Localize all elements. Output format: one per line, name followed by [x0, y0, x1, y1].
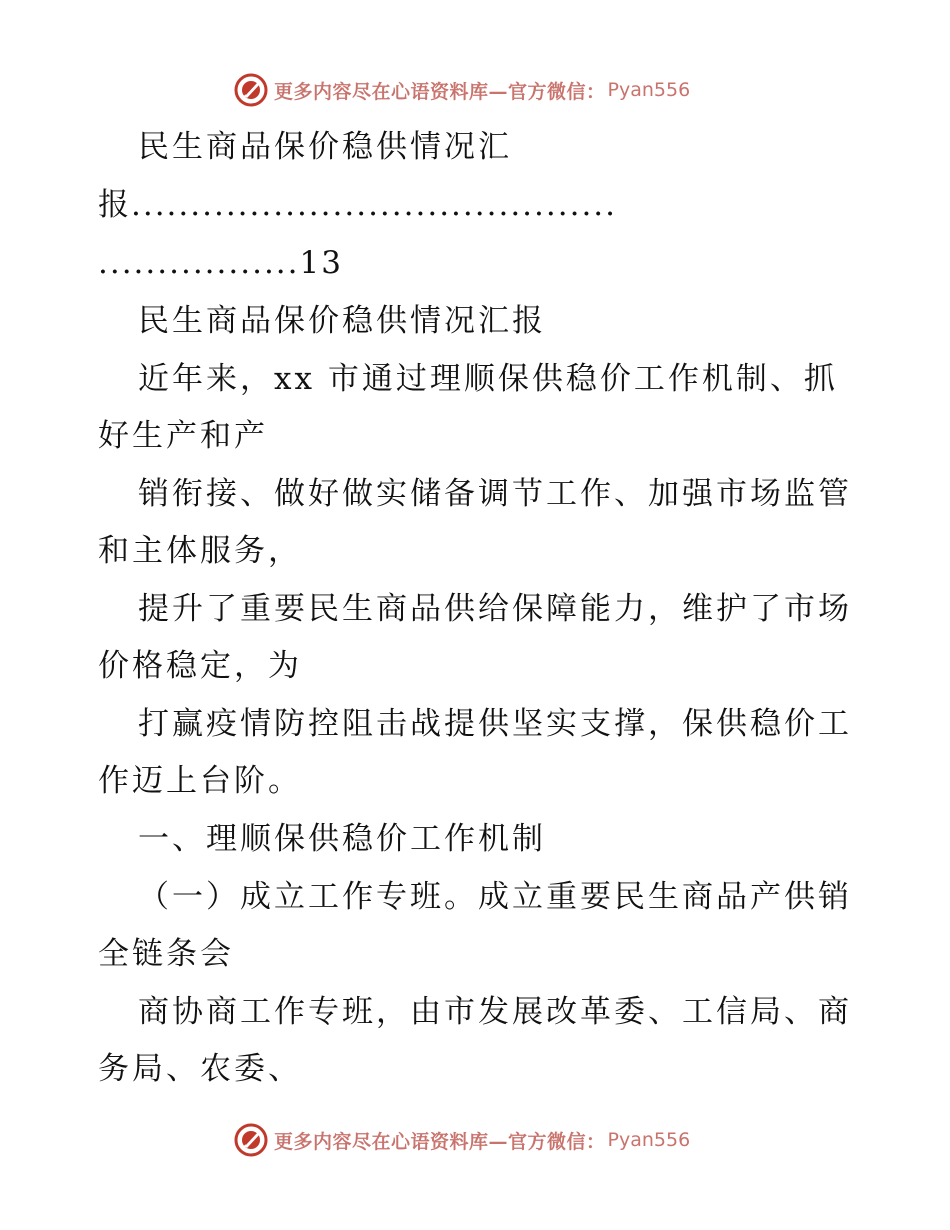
paragraph-line: 全链条会 — [98, 936, 234, 972]
paragraph-line: 销衔接、做好做实储备调节工作、加强市场监管 — [138, 476, 852, 512]
toc-page-number: .................13 — [98, 245, 343, 281]
watermark-text: 更多内容尽在心语资料库—官方微信： — [274, 1130, 606, 1153]
watermark-id: Pyan556 — [607, 1129, 691, 1151]
paragraph-line: 作迈上台阶。 — [98, 763, 302, 799]
document-heading: 民生商品保价稳供情况汇报 — [138, 303, 546, 339]
watermark-id: Pyan556 — [607, 79, 691, 101]
paragraph-line: 近年来，xx 市通过理顺保供稳价工作机制、抓 — [138, 361, 838, 397]
watermark-text: 更多内容尽在心语资料库—官方微信： — [274, 80, 606, 103]
paragraph-line: 和主体服务， — [98, 533, 302, 569]
toc-title-line1: 民生商品保价稳供情况汇 — [138, 129, 512, 165]
quill-logo-icon — [234, 73, 268, 107]
quill-logo-icon — [234, 1123, 268, 1157]
paragraph-line: 打赢疫情防控阻击战提供坚实支撑，保供稳价工 — [138, 706, 852, 742]
section-heading: 一、理顺保供稳价工作机制 — [138, 821, 546, 857]
document-body — [98, 118, 858, 1098]
paragraph-line: （一）成立工作专班。成立重要民生商品产供销 — [138, 879, 852, 915]
paragraph-line: 商协商工作专班，由市发展改革委、工信局、商 — [138, 994, 852, 1030]
paragraph-line: 提升了重要民生商品供给保障能力，维护了市场 — [138, 591, 852, 627]
paragraph-line: 务局、农委、 — [98, 1051, 302, 1087]
paragraph-line: 价格稳定，为 — [98, 648, 302, 684]
header-watermark — [234, 72, 690, 108]
toc-title-line2: 报......................................... — [98, 187, 618, 223]
footer-watermark — [234, 1122, 690, 1158]
paragraph-line: 好生产和产 — [98, 418, 268, 454]
